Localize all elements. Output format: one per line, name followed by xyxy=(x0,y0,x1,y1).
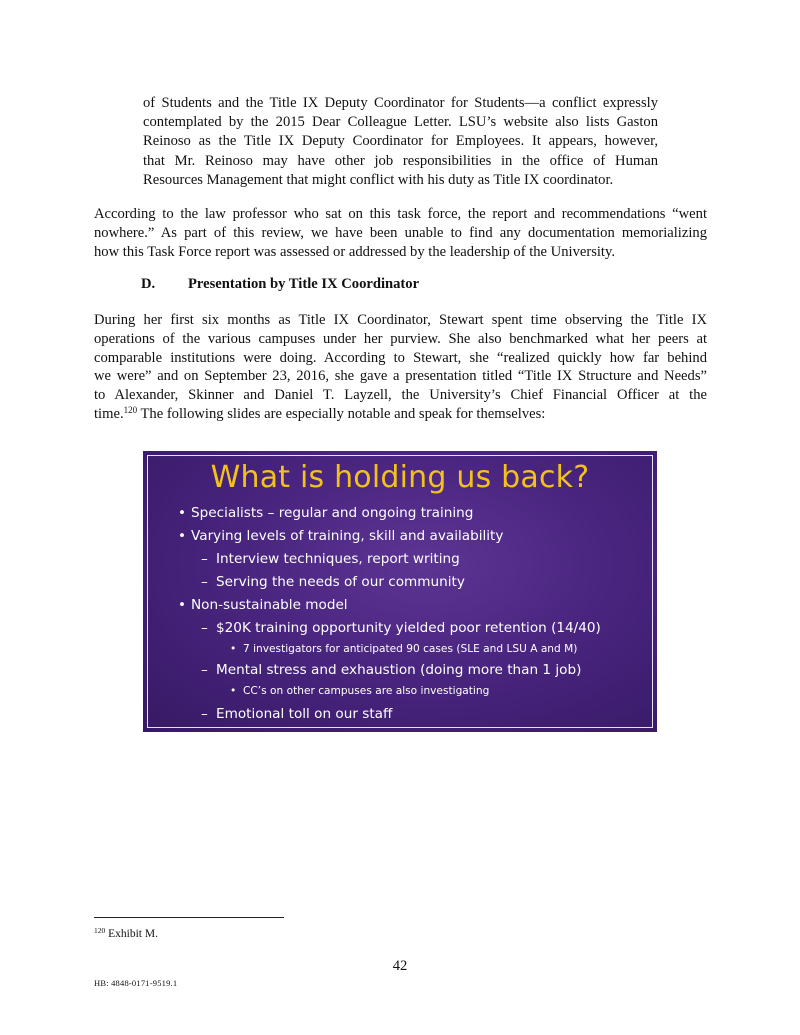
slide-sub-sub-bullet xyxy=(230,643,577,655)
bullet-text: Serving the needs of our community xyxy=(216,574,465,590)
quote-line: Resources Management that might conflict with his duty as Title IX coordinator. xyxy=(143,171,614,188)
slide-title: What is holding us back? xyxy=(210,460,590,495)
presentation-slide-image xyxy=(143,451,657,732)
bullet-text: Interview techniques, report writing xyxy=(216,551,460,567)
slide-sub-bullet xyxy=(201,620,601,636)
text-run: time. xyxy=(94,405,124,422)
bullet-text: Non-sustainable model xyxy=(191,597,348,613)
section-letter: D. xyxy=(141,276,156,292)
page-number: 42 xyxy=(392,958,408,974)
quote-line: that Mr. Reinoso may have other job responsibilities in the office of Human xyxy=(143,152,658,169)
quote-line: of Students and the Title IX Deputy Coordinator for Students—a conflict expressly xyxy=(143,95,658,111)
footnote-number: 120 xyxy=(94,926,106,935)
section-title: Presentation by Title IX Coordinator xyxy=(188,276,420,292)
paragraph-line: comparable institutions were doing. According to Stewart, she “realized quickly how far behind xyxy=(94,349,707,366)
bullet-marker: – xyxy=(201,574,208,590)
paragraph-line: how this Task Force report was assessed or addressed by the leadership of the University. xyxy=(94,244,615,261)
bullet-text: Varying levels of training, skill and availability xyxy=(191,528,504,544)
paragraph-line: we were” and on September 23, 2016, she gave a presentation titled “Title IX Structure and Needs” xyxy=(94,368,707,385)
text-run: The following slides are especially notable and speak for themselves: xyxy=(137,405,546,422)
paragraph-line: According to the law professor who sat on this task force, the report and recommendations “went xyxy=(94,206,707,222)
bullet-marker: • xyxy=(230,685,237,697)
slide-sub-bullet xyxy=(201,574,465,590)
bullet-marker: – xyxy=(201,662,208,678)
paragraph-task-force xyxy=(94,205,707,263)
paragraph-line: operations of the various campuses under her purview. She also benchmarked what her peers at xyxy=(94,330,707,347)
paragraph-presentation xyxy=(94,311,707,424)
bullet-marker: • xyxy=(178,505,187,521)
bullet-text: 7 investigators for anticipated 90 cases (SLE and LSU A and M) xyxy=(243,643,578,655)
paragraph-line: During her first six months as Title IX Coordinator, Stewart spent time observing the Title IX xyxy=(94,312,707,328)
quote-line: Reinoso as the Title IX Deputy Coordinator for Employees. It appears, however, xyxy=(143,133,658,150)
bullet-text: Mental stress and exhaustion (doing more than 1 job) xyxy=(216,662,582,678)
document-id: HB: 4848-0171-9519.1 xyxy=(94,978,178,988)
bullet-marker: • xyxy=(178,597,187,613)
paragraph-line: to Alexander, Skinner and Daniel T. Layzell, the University’s Chief Financial Officer at the xyxy=(94,387,707,404)
paragraph-line: nowhere.” As part of this review, we have been unable to find any documentation memorializing xyxy=(94,225,707,242)
slide-sub-bullet xyxy=(201,706,392,722)
slide-sub-sub-bullet xyxy=(230,685,489,697)
paragraph-line xyxy=(94,405,707,424)
bullet-text: Specialists – regular and ongoing training xyxy=(191,505,474,521)
bullet-marker: – xyxy=(201,706,208,722)
bullet-marker: – xyxy=(201,551,208,567)
bullet-marker: • xyxy=(178,528,187,544)
bullet-text: CC’s on other campuses are also investigating xyxy=(243,685,490,697)
footnote-separator xyxy=(94,917,284,918)
slide-bullet xyxy=(178,505,473,521)
bullet-marker: – xyxy=(201,620,208,636)
bullet-text: $20K training opportunity yielded poor retention (14/40) xyxy=(216,620,601,636)
footnote-text: Exhibit M. xyxy=(108,928,158,940)
slide-bullet xyxy=(178,597,348,613)
bullet-text: Emotional toll on our staff xyxy=(216,706,393,722)
slide-sub-bullet xyxy=(201,551,460,567)
section-heading xyxy=(141,276,419,293)
slide-bullet xyxy=(178,528,503,544)
footnote xyxy=(94,928,158,940)
footnote-reference[interactable]: 120 xyxy=(123,404,138,415)
block-quote xyxy=(143,94,658,190)
quote-line: contemplated by the 2015 Dear Colleague Letter. LSU’s website also lists Gaston xyxy=(143,114,658,131)
slide-sub-bullet xyxy=(201,662,581,678)
bullet-marker: • xyxy=(230,643,237,655)
